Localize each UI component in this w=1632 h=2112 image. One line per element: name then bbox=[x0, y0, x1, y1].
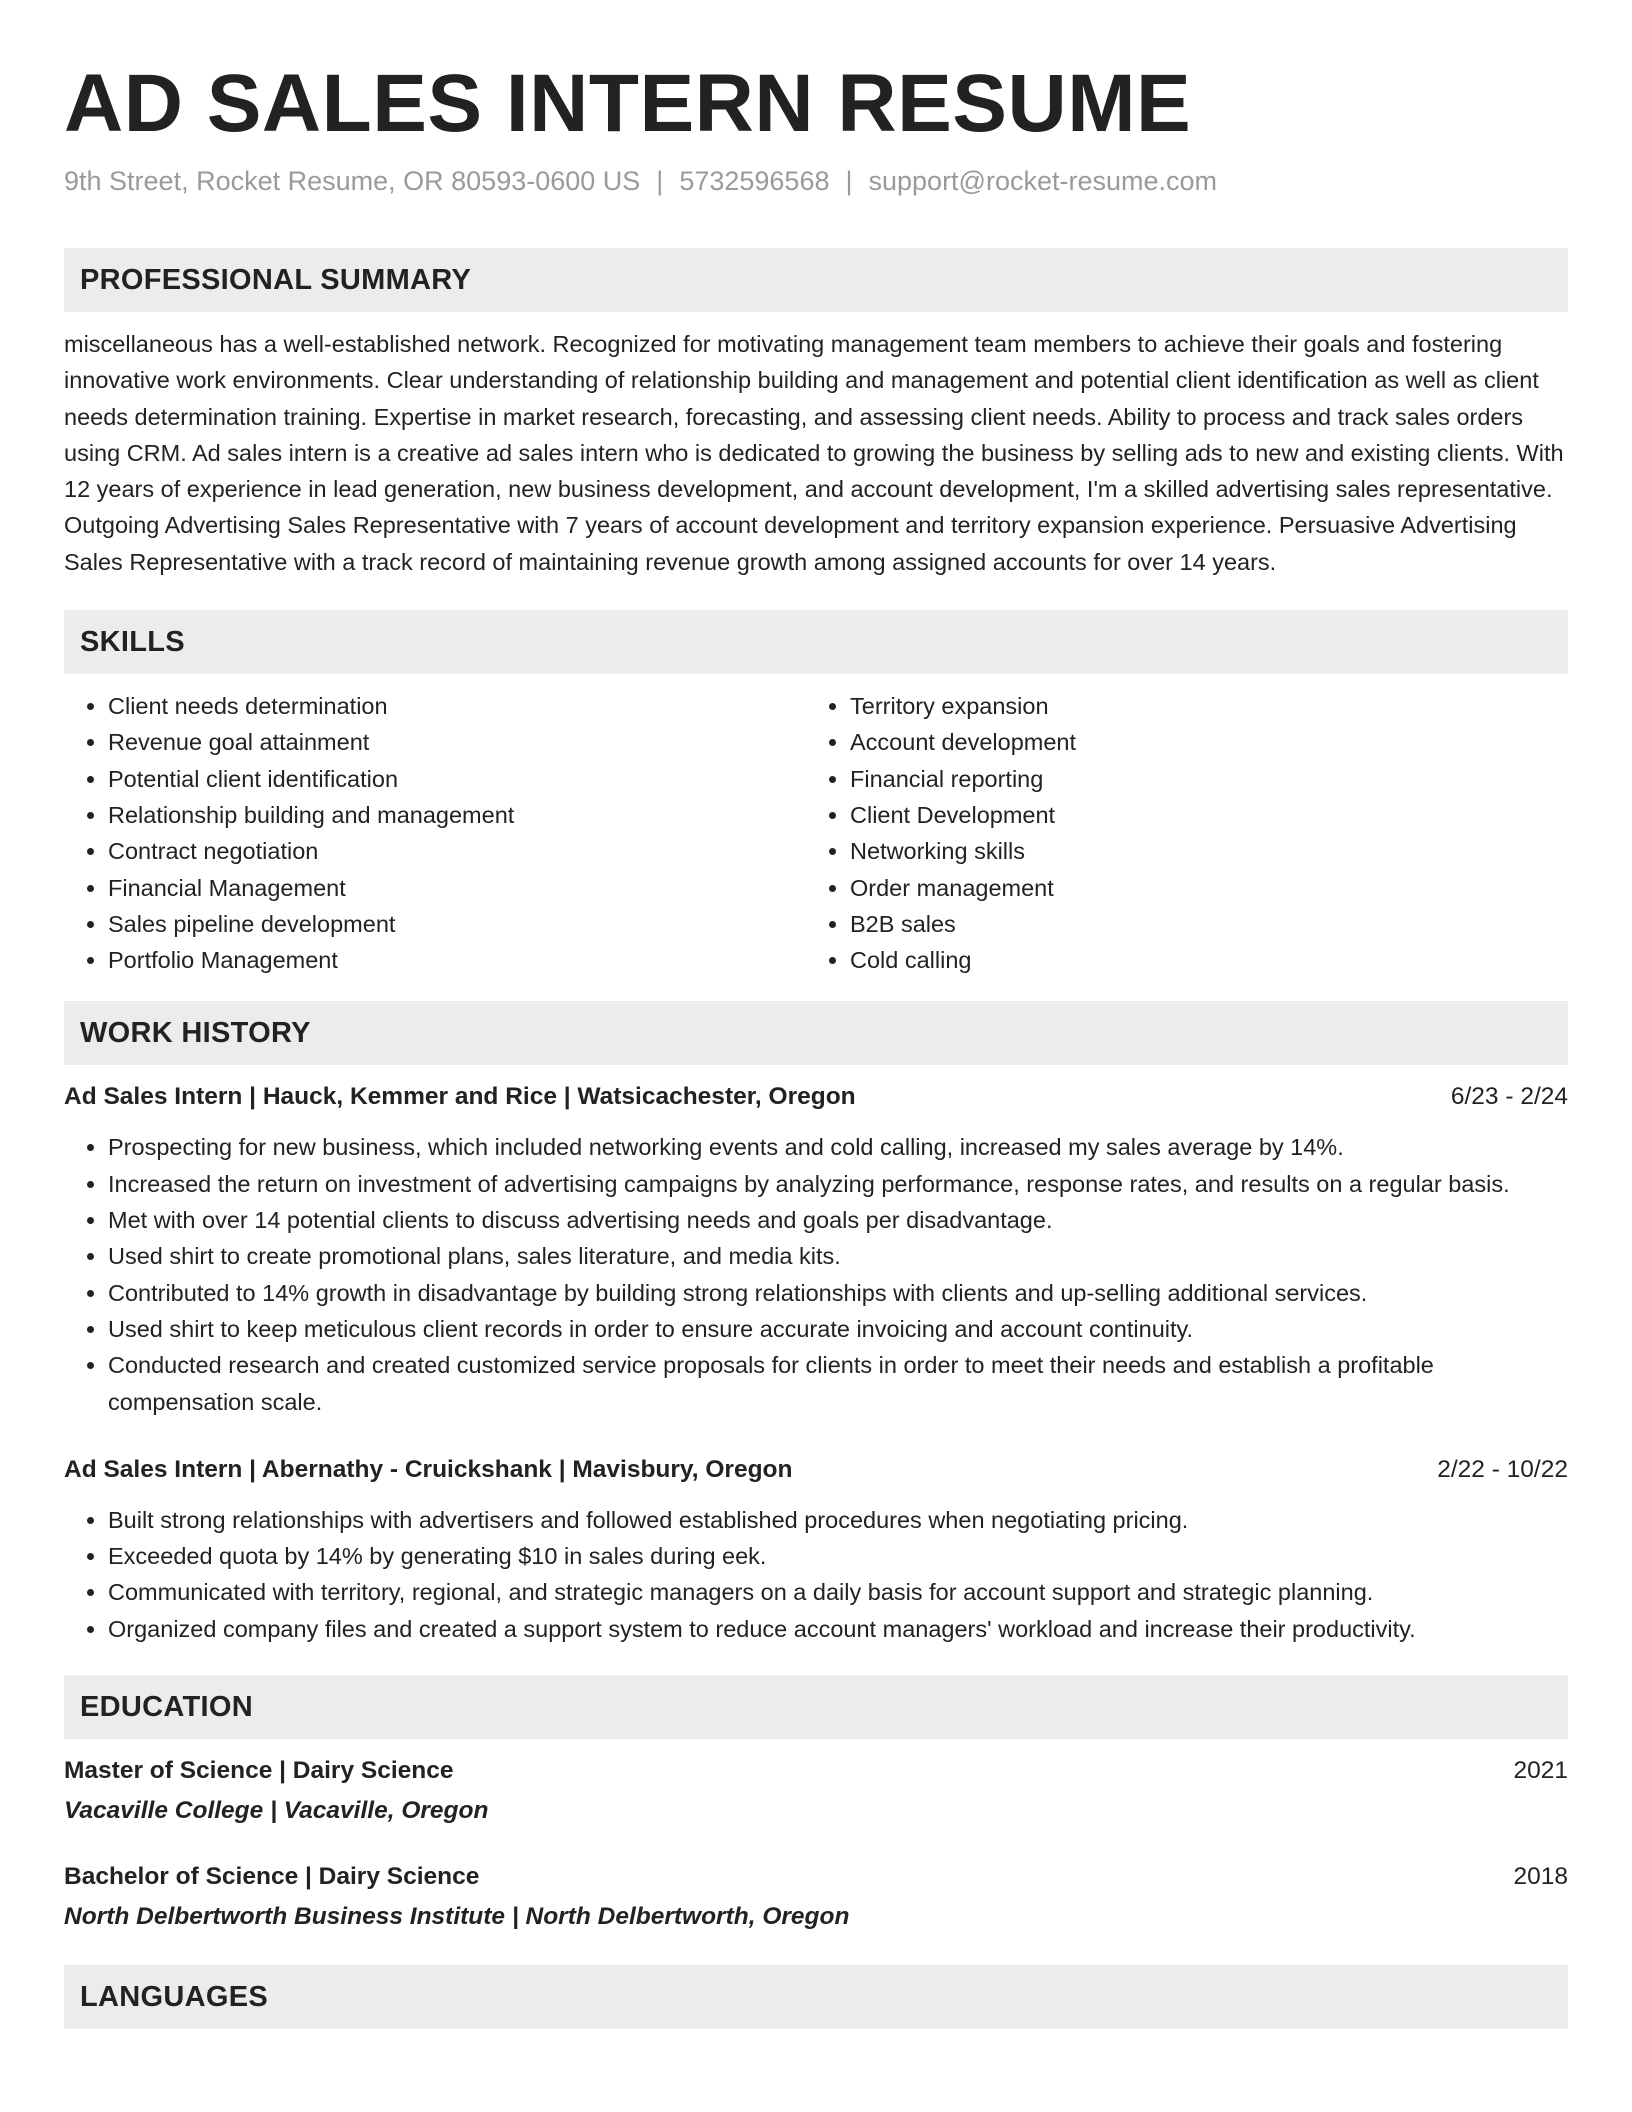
job-bullet: • Prospecting for new business, which included networking events and cold calling, increased my sales average by 14%. bbox=[108, 1129, 1568, 1165]
summary-text: miscellaneous has a well-established network. Recognized for motivating management team members to achieve their goals and fostering innovative work environments. Clear understanding of relationship building and management and potential client identification as well as client needs determination training. Expertise in market research, forecasting, and assessing client needs. Ability to process and track sales orders using CRM. Ad sales intern is a creative ad sales intern who is dedicated to growing the business by selling ads to new and existing clients. With 12 years of experience in lead generation, new business development, and account development, I'm a skilled advertising sales representative. Outgoing Advertising Sales Representative with 7 years of account development and territory expansion experience. Persuasive Advertising Sales Representative with a track record of maintaining revenue growth among assigned accounts for over 14 years. bbox=[64, 331, 1564, 575]
skill-item: • Cold calling bbox=[850, 942, 1548, 978]
job-entry bbox=[64, 1452, 1568, 1647]
contact-line bbox=[64, 164, 1568, 198]
job-title: Ad Sales Intern | Hauck, Kemmer and Rice | Watsicachester, Oregon bbox=[64, 1083, 856, 1111]
education-school: Vacaville College | Vacaville, Oregon bbox=[64, 1797, 489, 1825]
resume-title: AD SALES INTERN RESUME bbox=[64, 58, 1192, 149]
skill-item: • Territory expansion bbox=[850, 688, 1548, 724]
skill-item: • Client Development bbox=[850, 797, 1548, 833]
job-bullet: • Met with over 14 potential clients to discuss advertising needs and goals per disadvantage. bbox=[108, 1202, 1568, 1238]
skills-heading: SKILLS bbox=[64, 610, 1568, 674]
education-header bbox=[64, 1859, 1568, 1895]
job-dates: 2/22 - 10/22 bbox=[1437, 1455, 1568, 1483]
skill-item: • Financial Management bbox=[108, 870, 806, 906]
job-bullets bbox=[64, 1502, 1568, 1647]
job-dates: 6/23 - 2/24 bbox=[1450, 1083, 1568, 1111]
job-bullet: • Built strong relationships with advertisers and followed established procedures when negotiating pricing. bbox=[108, 1502, 1568, 1538]
job-bullet: • Contributed to 14% growth in disadvantage by building strong relationships with clients and up-selling additional services. bbox=[108, 1275, 1568, 1311]
skills-column-left bbox=[64, 688, 806, 978]
education-heading: EDUCATION bbox=[64, 1675, 1568, 1739]
education-entry bbox=[64, 1753, 1568, 1829]
resume-page bbox=[64, 0, 1568, 2029]
skill-item: • Contract negotiation bbox=[108, 833, 806, 869]
skill-item: • B2B sales bbox=[850, 906, 1548, 942]
work-history-heading: WORK HISTORY bbox=[64, 1001, 1568, 1065]
skill-item: • Client needs determination bbox=[108, 688, 806, 724]
skills-column-right bbox=[806, 688, 1548, 978]
contact-phone: 5732596568 bbox=[679, 166, 830, 196]
education-entry bbox=[64, 1859, 1568, 1935]
job-header bbox=[64, 1079, 1568, 1115]
work-history-list bbox=[64, 1079, 1568, 1647]
skills-grid bbox=[64, 688, 1568, 978]
education-degree: Master of Science | Dairy Science bbox=[64, 1757, 454, 1785]
education-list bbox=[64, 1753, 1568, 1935]
job-bullet: • Exceeded quota by 14% by generating $10 in sales during eek. bbox=[108, 1538, 1568, 1574]
job-entry bbox=[64, 1079, 1568, 1419]
skill-item: • Account development bbox=[850, 724, 1548, 760]
contact-address: 9th Street, Rocket Resume, OR 80593-0600 US bbox=[64, 166, 641, 196]
contact-email: support@rocket-resume.com bbox=[868, 166, 1218, 196]
skill-item: • Networking skills bbox=[850, 833, 1548, 869]
skill-item: • Order management bbox=[850, 870, 1548, 906]
job-bullet: • Communicated with territory, regional, and strategic managers on a daily basis for account support and strategic planning. bbox=[108, 1574, 1568, 1610]
skill-item: • Revenue goal attainment bbox=[108, 724, 806, 760]
skill-item: • Portfolio Management bbox=[108, 942, 806, 978]
skill-item: • Potential client identification bbox=[108, 761, 806, 797]
education-degree: Bachelor of Science | Dairy Science bbox=[64, 1863, 480, 1891]
job-bullet: • Increased the return on investment of advertising campaigns by analyzing performance, response rates, and results on a regular basis. bbox=[108, 1166, 1568, 1202]
contact-separator: | bbox=[845, 166, 853, 196]
job-bullet: • Used shirt to create promotional plans, sales literature, and media kits. bbox=[108, 1238, 1568, 1274]
skill-item: • Relationship building and management bbox=[108, 797, 806, 833]
languages-heading: LANGUAGES bbox=[64, 1965, 1568, 2029]
job-bullet: • Conducted research and created customized service proposals for clients in order to meet their needs and establish a profitable compensation scale. bbox=[108, 1347, 1568, 1420]
education-year: 2021 bbox=[1513, 1757, 1568, 1785]
education-header bbox=[64, 1753, 1568, 1789]
summary-heading: PROFESSIONAL SUMMARY bbox=[64, 248, 1568, 312]
education-school: North Delbertworth Business Institute | North Delbertworth, Oregon bbox=[64, 1903, 850, 1931]
job-bullet: • Used shirt to keep meticulous client records in order to ensure accurate invoicing and account continuity. bbox=[108, 1311, 1568, 1347]
education-year: 2018 bbox=[1513, 1863, 1568, 1891]
skill-item: • Sales pipeline development bbox=[108, 906, 806, 942]
contact-separator: | bbox=[656, 166, 664, 196]
skill-item: • Financial reporting bbox=[850, 761, 1548, 797]
job-title: Ad Sales Intern | Abernathy - Cruickshank | Mavisbury, Oregon bbox=[64, 1455, 793, 1483]
job-bullets bbox=[64, 1129, 1568, 1419]
job-header bbox=[64, 1452, 1568, 1488]
job-bullet: • Organized company files and created a support system to reduce account managers' workload and increase their productivity. bbox=[108, 1611, 1568, 1647]
